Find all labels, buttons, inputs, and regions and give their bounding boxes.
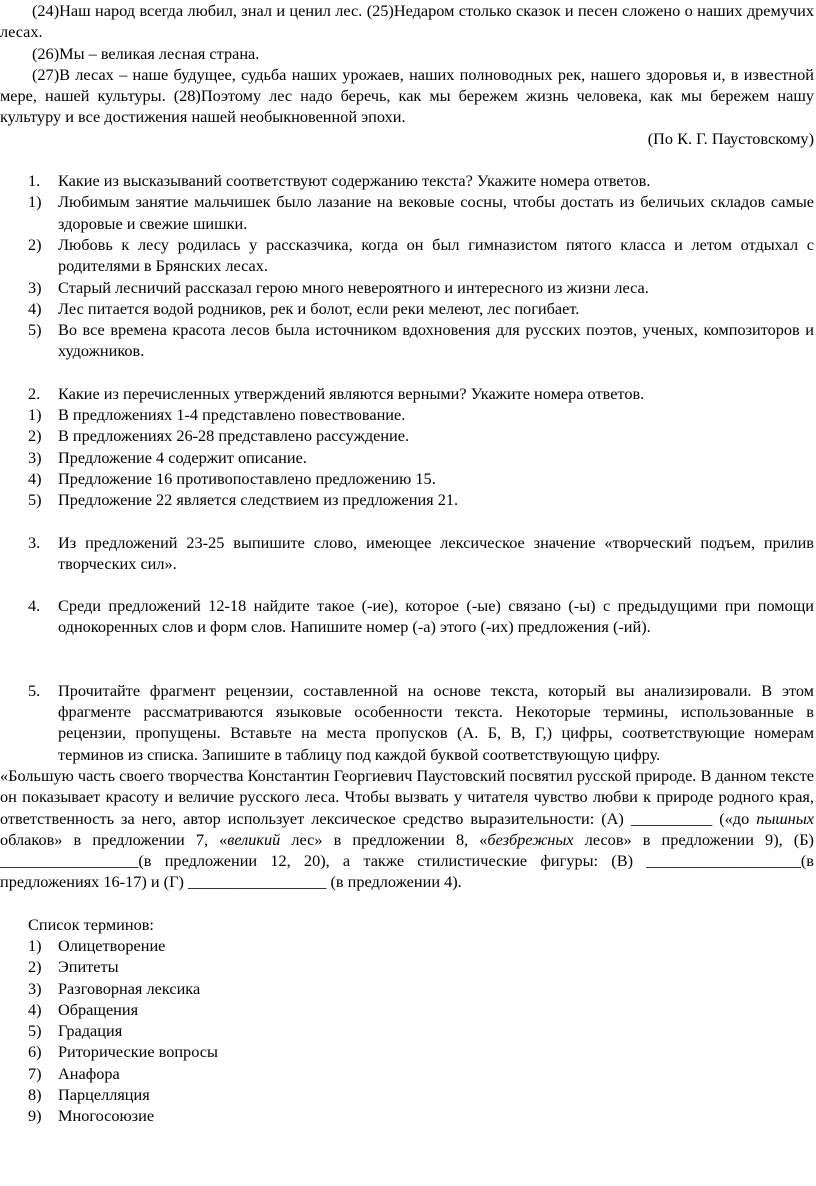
answer-option — [0, 447, 816, 468]
answer-option — [0, 425, 816, 446]
term-text: Парцелляция — [58, 1085, 150, 1105]
question-number: 4. — [28, 596, 41, 616]
term-text: Разговорная лексика — [58, 978, 201, 998]
question-number: 3. — [28, 532, 41, 552]
term-text: Эпитеты — [58, 957, 119, 977]
answer-option — [0, 468, 816, 489]
option-text: В предложениях 26-28 представлено рассуждение. — [58, 426, 410, 446]
option-number: 3) — [28, 447, 42, 467]
term-item — [0, 1063, 816, 1084]
question-4 — [0, 595, 816, 638]
question-text: Из предложений 23-25 выпишите слово, имеющее лексическое значение «творческий подъем, прилив творческих сил». — [58, 532, 814, 573]
option-text: В предложениях 1-4 представлено повествование. — [58, 405, 406, 425]
question-1 — [0, 170, 816, 362]
option-number: 2) — [28, 426, 42, 446]
question-text: Какие из перечисленных утверждений являются верными? Укажите номера ответов. — [58, 383, 645, 403]
option-number: 4) — [28, 298, 42, 318]
term-item — [0, 1084, 816, 1105]
terms-list — [0, 935, 816, 1127]
term-item — [0, 999, 816, 1020]
term-number: 2) — [28, 957, 42, 977]
question-2 — [0, 383, 816, 511]
option-number: 5) — [28, 320, 42, 340]
terms-list-title: Список терминов: — [28, 914, 154, 934]
term-item — [0, 956, 816, 977]
option-text: Во все времена красота лесов была источником вдохновения для русских поэтов, ученых, композиторов и художников. — [58, 320, 814, 361]
question-3 — [0, 532, 816, 575]
answer-option — [0, 404, 816, 425]
question-number: 2. — [28, 383, 41, 403]
term-text: Градация — [58, 1021, 123, 1041]
term-item — [0, 978, 816, 999]
option-text: Предложение 4 содержит описание. — [58, 447, 307, 467]
term-text: Многосоюзие — [58, 1106, 155, 1126]
option-number: 4) — [28, 468, 42, 488]
option-number: 5) — [28, 490, 42, 510]
term-item — [0, 1105, 816, 1126]
option-number: 2) — [28, 234, 42, 254]
text-paragraph-24-25: (24)Наш народ всегда любил, знал и ценил лес. (25)Недаром столько сказок и песен сложено о наших дремучих лесах. — [0, 1, 814, 42]
term-text: Риторические вопросы — [58, 1042, 218, 1062]
term-item — [0, 1020, 816, 1041]
answer-option — [0, 298, 816, 319]
question-number: 5. — [28, 680, 41, 700]
question-text: Среди предложений 12-18 найдите такое (-ие), которое (-ые) связано (-ы) с предыдущими при помощи однокоренных слов и форм слов. Напишите номер (-а) этого (-их) предложения (-ий). — [58, 596, 814, 637]
review-fragment: «Большую часть своего творчества Константин Георгиевич Паустовский посвятил русской природе. В данном тексте он показывает красоту и величие русского леса. Чтобы вызвать у читателя чувство любви к природе родного края, ответственность за него, автор использует лексическое средство выразительности: (А) __________ («до пышных облаков» в предложении 7, «великий лес» в предложении 8, «безбрежных лесов» в предложении 9), (Б) _________________(в предложении 12, 20), а также стилистические фигуры: (В) ___________________(в предложениях 16-17) и (Г) _________________ (в предложении 4). — [0, 765, 814, 892]
option-number: 1) — [28, 192, 42, 212]
term-item — [0, 1041, 816, 1062]
text-paragraph-27-28: (27)В лесах – наше будущее, судьба наших урожаев, наших полноводных рек, нашего здоровья и, в известной мере, нашей культуры. (28)Поэтому лес надо беречь, как мы бережем жизнь человека, как мы бережем нашу культуру и все достижения нашей необыкновенной эпохи. — [0, 64, 814, 127]
attribution: (По К. Г. Паустовскому) — [647, 128, 814, 148]
term-number: 3) — [28, 978, 42, 998]
term-text: Обращения — [58, 999, 139, 1019]
question-number: 1. — [28, 171, 41, 191]
text-paragraph-26: (26)Мы – великая лесная страна. — [32, 43, 260, 63]
term-item — [0, 935, 816, 956]
term-number: 7) — [28, 1063, 42, 1083]
option-text: Любимым занятие мальчишек было лазание на вековые сосны, чтобы достать из беличьих складов самые здоровые и свежие шишки. — [58, 192, 814, 233]
question-text: Какие из высказываний соответствуют содержанию текста? Укажите номера ответов. — [58, 171, 651, 191]
term-number: 8) — [28, 1085, 42, 1105]
option-number: 3) — [28, 277, 42, 297]
term-text: Анафора — [58, 1063, 120, 1083]
option-text: Предложение 16 противопоставлено предложению 15. — [58, 468, 436, 488]
term-number: 5) — [28, 1021, 42, 1041]
question-5 — [0, 680, 816, 1127]
option-text: Предложение 22 является следствием из предложения 21. — [58, 490, 459, 510]
answer-option — [0, 489, 816, 510]
answer-option — [0, 191, 816, 234]
term-number: 9) — [28, 1106, 42, 1126]
answer-option — [0, 277, 816, 298]
term-number: 6) — [28, 1042, 42, 1062]
option-text: Старый лесничий рассказал герою много невероятного и интересного из жизни леса. — [58, 277, 649, 297]
option-number: 1) — [28, 405, 42, 425]
answer-option — [0, 234, 816, 277]
answer-option — [0, 319, 816, 362]
term-number: 4) — [28, 999, 42, 1019]
term-text: Олицетворение — [58, 935, 166, 955]
question-text: Прочитайте фрагмент рецензии, составленной на основе текста, который вы анализировали. В этом фрагменте рассматриваются языковые особенности текста. Некоторые термины, использованные в рецензии, пропущены. Вставьте на места пропусков (А. Б, В, Г,) цифры, соответствующие номерам терминов из списка. Запишите в таблицу под каждой буквой соответствующую цифру. — [58, 680, 814, 764]
option-text: Любовь к лесу родилась у рассказчика, когда он был гимназистом пятого класса и летом отдыхал с родителями в Брянских лесах. — [58, 234, 814, 276]
term-number: 1) — [28, 935, 42, 955]
option-text: Лес питается водой родников, рек и болот, если реки мелеют, лес погибает. — [58, 298, 580, 318]
